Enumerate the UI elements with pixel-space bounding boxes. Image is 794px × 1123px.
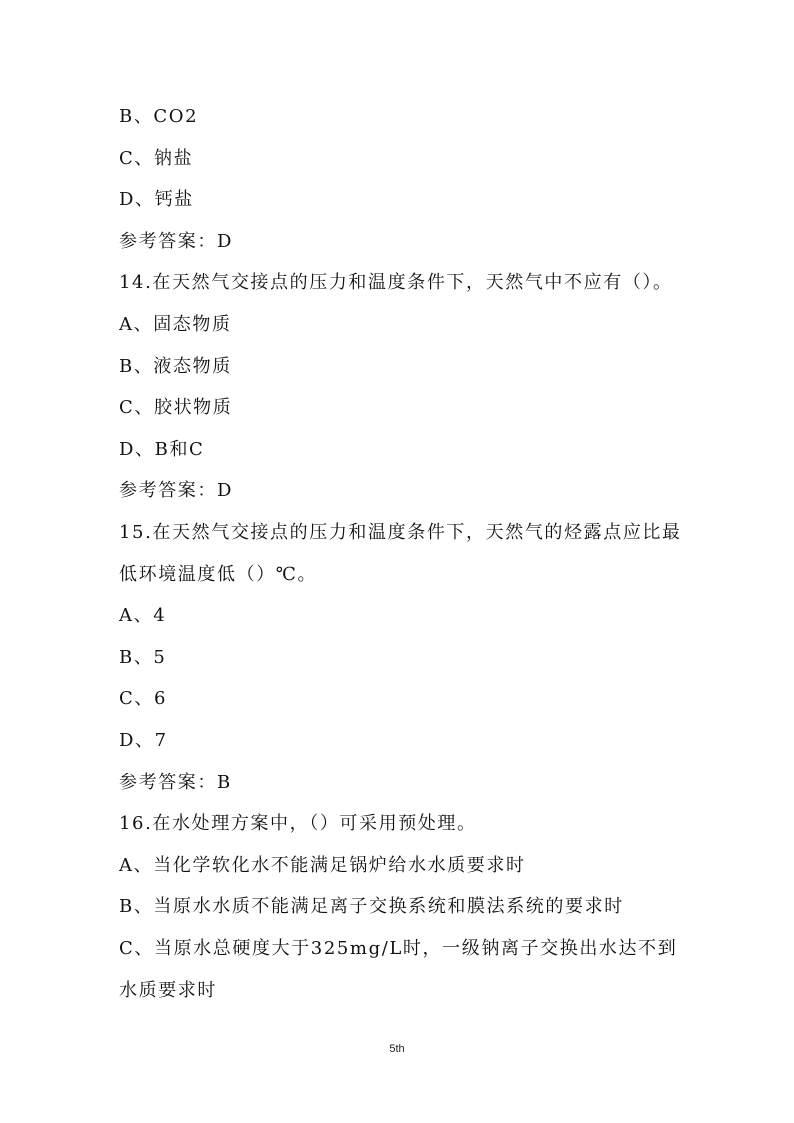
question-15-line-1: 15.在天然气交接点的压力和温度条件下，天然气的烃露点应比最 [119, 522, 682, 543]
answer-14: 参考答案：D [119, 480, 234, 501]
page-number: 5th [389, 1043, 405, 1055]
q15-option-a: A、4 [119, 605, 167, 626]
q15-option-b: B、5 [119, 647, 167, 668]
question-14: 14.在天然气交接点的压力和温度条件下，天然气中不应有（）。 [119, 272, 673, 293]
option-c-sodium-salt: C、钠盐 [119, 148, 194, 169]
q16-option-a: A、当化学软化水不能满足锅炉给水水质要求时 [119, 855, 526, 876]
answer-13: 参考答案：D [119, 231, 234, 252]
option-b-co2: B、CO2 [119, 106, 199, 127]
q14-option-c: C、胶状物质 [119, 397, 233, 418]
answer-15: 参考答案：B [119, 772, 232, 793]
q16-option-c-line-1: C、当原水总硬度大于325mg/L时，一级钠离子交换出水达不到 [119, 938, 678, 959]
question-16: 16.在水处理方案中，（）可采用预处理。 [119, 813, 477, 834]
option-d-calcium-salt: D、钙盐 [119, 189, 194, 210]
question-15-line-2: 低环境温度低（）℃。 [119, 564, 318, 585]
q15-option-d: D、7 [119, 730, 168, 751]
q16-option-b: B、当原水水质不能满足离子交换系统和膜法系统的要求时 [119, 896, 624, 917]
q16-option-c-line-2: 水质要求时 [119, 980, 217, 1001]
q14-option-b: B、液态物质 [119, 356, 232, 377]
q15-option-c: C、6 [119, 688, 168, 709]
q14-option-a: A、固态物质 [119, 314, 232, 335]
q14-option-d: D、B和C [119, 439, 205, 460]
